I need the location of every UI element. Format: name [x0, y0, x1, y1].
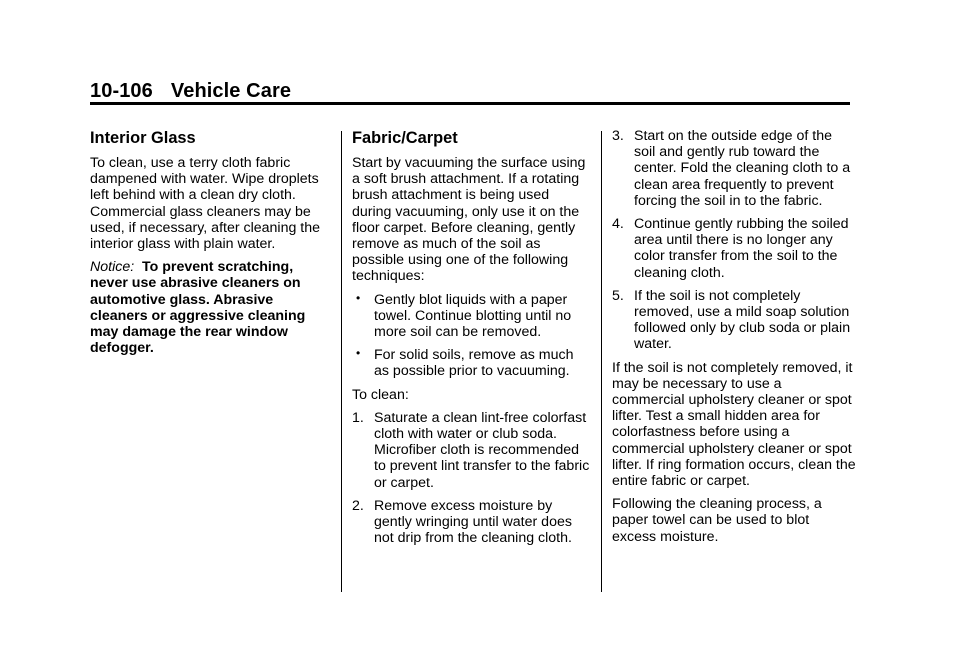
- column-3: [612, 128, 856, 552]
- interior-glass-heading: Interior Glass: [90, 129, 196, 147]
- column-2: [352, 128, 592, 553]
- step-text: If the soil is not completely removed, use a mild soap solution followed only by club soda or plain water.: [634, 287, 851, 353]
- step-text: Start on the outside edge of the soil and gently rub toward the center. Fold the cleaning cloth to a clean area frequently to prevent forcing the soil in to the fabric.: [634, 128, 851, 209]
- bullet-item: [352, 292, 592, 341]
- fabric-carpet-heading: Fabric/Carpet: [352, 129, 458, 147]
- step-number: 3.: [612, 128, 624, 144]
- column-1: [90, 128, 330, 363]
- step-item: [612, 128, 856, 209]
- step-item: [352, 498, 592, 547]
- step-text: Saturate a clean lint-free colorfast cloth with water or club soda. Microfiber cloth is recommended to prevent lint transfer to the fabric or carpet.: [374, 409, 590, 491]
- followup-paragraph-2: Following the cleaning process, a paper towel can be used to blot excess moisture.: [612, 496, 822, 545]
- to-clean-label: To clean:: [352, 386, 409, 403]
- fabric-carpet-intro: Start by vacuuming the surface using a soft brush attachment. If a rotating brush attachment is being used during vacuuming, only use it on the floor carpet. Before cleaning, gently remove as much of the soil as possible using one of the following techniques:: [352, 155, 586, 285]
- step-number: 2.: [352, 497, 364, 514]
- header-rule: [90, 102, 850, 105]
- followup-paragraph-1: If the soil is not completely removed, it may be necessary to use a commercial upholstery cleaner or spot lifter. Test a small hidden area for colorfastness before using a commercial upholstery cleaner or spot lifter. If ring formation occurs, clean the entire fabric or carpet.: [612, 359, 856, 490]
- step-text: Remove excess moisture by gently wringing until water does not drip from the cleaning cloth.: [374, 497, 572, 547]
- step-number: 4.: [612, 216, 624, 233]
- bullet-text: For solid soils, remove as much as possible prior to vacuuming.: [374, 347, 574, 380]
- notice: [90, 259, 330, 356]
- step-item: [352, 410, 592, 491]
- column-divider-1: [341, 131, 342, 592]
- section-title: Vehicle Care: [170, 80, 292, 102]
- step-item: [612, 216, 856, 281]
- bullet-icon: •: [356, 290, 361, 305]
- notice-label: Notice:: [90, 259, 135, 276]
- bullet-icon: •: [356, 346, 361, 361]
- step-text: Continue gently rubbing the soiled area until there is no longer any color transfer from the soil to the cleaning cloth.: [634, 216, 849, 281]
- bullet-text: Gently blot liquids with a paper towel. Continue blotting until no more soil can be removed.: [374, 291, 572, 341]
- step-item: [612, 288, 856, 353]
- column-divider-2: [601, 131, 602, 592]
- interior-glass-paragraph: To clean, use a terry cloth fabric dampened with water. Wipe droplets left behind with a clean dry cloth. Commercial glass cleaners may be used, if necessary, after cleaning the interior glass with plain water.: [90, 155, 321, 253]
- step-number: 1.: [352, 409, 364, 426]
- notice-text: To prevent scratching, never use abrasive cleaners on automotive glass. Abrasive cleaners or aggressive cleaning may damage the rear window defogger.: [90, 259, 306, 357]
- step-number: 5.: [612, 287, 624, 304]
- bullet-item: [352, 347, 592, 379]
- page-number: 10-106: [90, 80, 153, 102]
- page-header: [90, 80, 291, 103]
